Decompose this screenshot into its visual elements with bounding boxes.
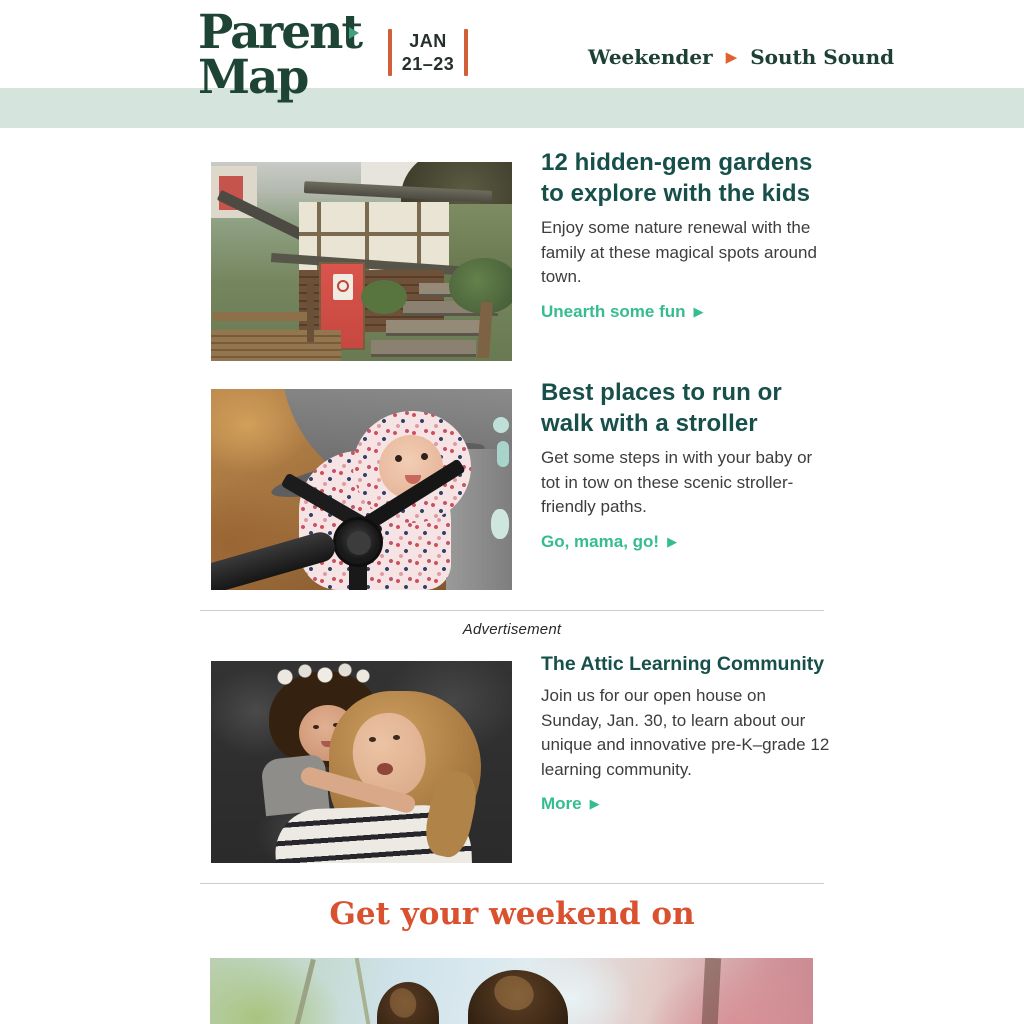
article-2-title[interactable]: Best places to run or walk with a stroller [541,379,782,437]
header-mint-band [0,88,1024,128]
stroller-toy [497,441,509,467]
divider [200,610,824,611]
article-1-title[interactable]: 12 hidden-gem gardens to explore with the kids [541,149,813,207]
date-month: JAN [409,30,447,51]
deck-post [307,282,314,342]
region-label: South Sound [750,45,895,69]
edition-label: Weekender [588,45,713,69]
date-days: 21–23 [401,53,455,74]
stone-step [386,320,486,333]
article-1-cta-link[interactable] [541,302,704,322]
stone-step [371,340,476,354]
deck-bench [213,312,309,321]
garden-photo[interactable] [211,162,512,361]
parentmap-logo[interactable] [198,5,362,105]
door-sign-ring [337,280,349,292]
ad-block [541,651,831,814]
date-badge [388,29,468,76]
logo-flag-icon [349,27,359,39]
baby-eye [421,453,428,460]
harness-buckle-center [347,531,371,555]
baby-eye [395,455,402,462]
stroller-toy [493,417,509,433]
flower-crown [275,663,371,689]
mother-child-photo[interactable] [211,661,512,863]
tree-trunk [699,958,721,1024]
date-bar-right [464,29,468,76]
edition-arrow-icon: ▶ [725,48,738,66]
cta-arrow-icon: ▶ [589,797,600,812]
mother-eye [393,735,400,740]
cta-label: Go, mama, go! [541,531,660,551]
cta-arrow-icon: ▶ [667,534,678,550]
logo-line1: Parent [198,5,362,60]
ad-body: Join us for our open house on Sunday, Jan. 30, to learn about our unique and innovative pre-K–grade 12 learning community. [541,686,830,779]
article-2-cta-link[interactable] [541,532,677,552]
edition-bar [588,44,894,70]
article-2-body: Get some steps in with your baby or tot in tow on these scenic stroller-friendly paths. [541,448,813,516]
wood-deck [211,330,341,361]
mother-eye [369,737,376,742]
divider [200,883,824,884]
stroller-toy [491,509,509,539]
branch [353,958,371,1024]
cta-label: More [541,794,582,813]
article-2 [541,377,829,552]
child-eye [313,725,319,729]
cta-arrow-icon: ▶ [693,304,704,320]
garden-bush [361,280,407,314]
fence-post [477,302,493,359]
advertisement-label: Advertisement [462,621,562,638]
article-1-body: Enjoy some nature renewal with the family at these magical spots around town. [541,218,817,286]
ad-cta-link[interactable] [541,794,600,814]
logo-line2: Map [198,50,308,105]
weekend-section-heading: Get your weekend on [329,896,695,932]
branch [289,959,316,1024]
stroller-photo[interactable] [211,389,512,590]
mother-mouth [377,763,393,775]
date-text [392,30,464,76]
cta-label: Unearth some fun [541,301,686,321]
ad-title[interactable]: The Attic Learning Community [541,653,825,675]
weekend-photo[interactable] [210,958,813,1024]
article-1 [541,147,826,322]
